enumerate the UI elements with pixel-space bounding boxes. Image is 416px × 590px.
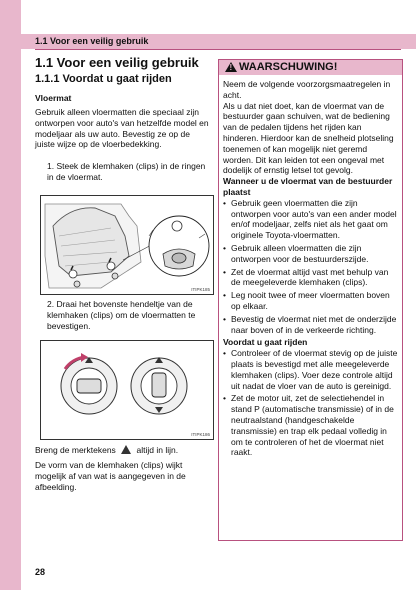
- figure-code: ITIPK186: [191, 432, 210, 437]
- section-header: 1.1 Voor een veilig gebruik: [35, 36, 149, 46]
- page-title: 1.1 Voor een veilig gebruik: [35, 55, 199, 70]
- floor-mat-intro: Gebruik alleen vloermatten die speciaal zijn ontworpen voor auto's van hetzelfde model en modeljaar als uw auto. Bevestig ze op de juiste wijze op de vloerbedekking.: [35, 107, 209, 150]
- warning-consequence: Als u dat niet doet, kan de vloermat van de bestuurder gaan schuiven, wat de bediening van de pedalen tijdens het rijden kan hinderen. Hierdoor kan de snelheid plotseling toenemen of kan mogelijk niet geremd worden. Dit kan leiden tot een ongeval met dodelijk of ernstig letsel tot gevolg.: [223, 100, 394, 176]
- warning-body: [223, 79, 399, 460]
- warning-exclamation: !: [229, 63, 233, 72]
- list-item: • Bevestig de vloermat niet met de onderzijde naar boven of in de verkeerde richting.: [223, 314, 399, 336]
- warning-intro: Neem de volgende voorzorgsmaatregelen in acht.: [223, 79, 391, 100]
- figure-code: ITIPK185: [191, 287, 210, 292]
- header-rule: [35, 49, 401, 50]
- floor-mat-illustration: [41, 196, 213, 294]
- clip-illustration: [41, 341, 213, 439]
- warning-title: WAARSCHUWING!: [239, 61, 338, 73]
- floor-mat-figure-2: [40, 340, 214, 440]
- step-2: 2. Draai het bovenste hendeltje van de klemhaken (clips) om de vloermatten te bevestigen.: [47, 299, 196, 331]
- triangle-mark-icon: [121, 445, 131, 454]
- page-subtitle: 1.1.1 Voordat u gaat rijden: [35, 73, 172, 85]
- driving-list: [223, 348, 399, 458]
- floor-mat-heading: Vloermat: [35, 93, 72, 103]
- warning-box: [218, 59, 403, 541]
- clip-shape-note: De vorm van de klemhaken (clips) wijkt mogelijk af van wat is aangegeven in de afbeelding.: [35, 460, 186, 492]
- placement-list: [223, 198, 399, 336]
- list-item: • Controleer of de vloermat stevig op de juiste plaats is bevestigd met alle meegeleverde klemhaken (clips). Voer deze controle altijd uit nadat de vloer van de auto is gereinigd.: [223, 348, 399, 391]
- alignment-note: [35, 445, 215, 456]
- list-item: • Gebruik geen vloermatten die zijn ontworpen voor auto's van een ander model en/of modeljaar, zelfs niet als het gaat om originele Toyota-vloermatten.: [223, 198, 399, 241]
- list-item: • Zet de vloermat altijd vast met behulp van de meegeleverde klemhaken (clips).: [223, 267, 399, 289]
- list-item: • Leg nooit twee of meer vloermatten boven op elkaar.: [223, 290, 399, 312]
- warning-subheading-driving: Voordat u gaat rijden: [223, 337, 308, 348]
- step-1: 1. Steek de klemhaken (clips) in de ringen in de vloermat.: [47, 161, 206, 182]
- floor-mat-figure-1: [40, 195, 214, 295]
- warning-subheading-placement: Wanneer u de vloermat van de bestuurder plaatst: [223, 176, 393, 197]
- list-item: • Zet de motor uit, zet de selectiehendel in stand P (automatische transmissie) of in de neutraalstand (handgeschakelde transmissie) en trap elk pedaal volledig in om te controleren of het de vloermat niet raakt.: [223, 393, 399, 458]
- alignment-note-end: altijd in lijn.: [136, 445, 179, 455]
- side-tab: [0, 0, 21, 590]
- page-number: 28: [35, 567, 46, 577]
- alignment-note-start: Breng de merktekens: [35, 445, 116, 455]
- list-item: • Gebruik alleen vloermatten die zijn ontworpen voor de bestuurderszijde.: [223, 243, 399, 265]
